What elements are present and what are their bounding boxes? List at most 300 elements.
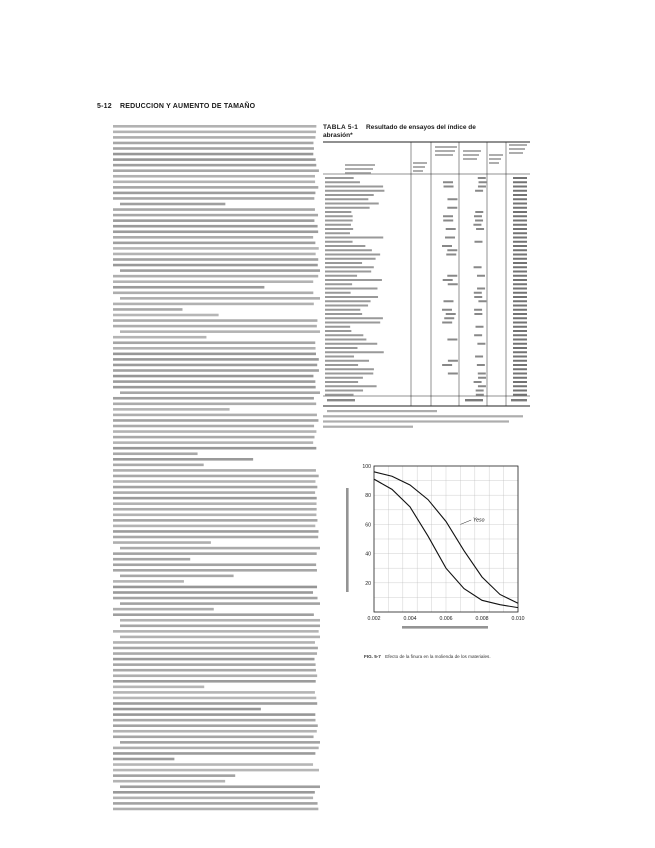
table-cell — [513, 360, 527, 362]
material-name — [325, 390, 363, 392]
table-cell — [478, 177, 486, 179]
table-cell — [513, 300, 527, 302]
total-cell — [465, 399, 483, 401]
table-cell — [513, 313, 527, 315]
material-name — [325, 313, 362, 315]
table-cell — [513, 373, 527, 375]
x-tick-label: 0.004 — [403, 616, 417, 622]
table-header-text — [489, 154, 503, 156]
table-cell — [445, 237, 455, 239]
table-cell — [478, 385, 486, 387]
table-cell — [513, 215, 527, 217]
material-name — [325, 292, 351, 294]
table-cell — [474, 309, 482, 311]
x-tick-label: 0.010 — [511, 616, 525, 622]
body-text-line — [113, 780, 225, 783]
body-text-line — [113, 169, 319, 172]
body-text-line — [113, 258, 318, 261]
body-text-line — [113, 558, 190, 561]
material-name — [325, 228, 353, 230]
body-text-column — [113, 124, 320, 816]
material-name — [325, 347, 357, 349]
footnote-line — [323, 420, 509, 422]
footnote-line — [323, 426, 413, 428]
body-text-line — [120, 297, 320, 300]
body-text-line — [120, 602, 320, 605]
material-name — [325, 181, 360, 183]
table-cell — [513, 203, 527, 205]
material-name — [325, 275, 357, 277]
body-text-line — [113, 591, 313, 594]
body-text-line — [113, 674, 317, 677]
body-text-line — [113, 608, 214, 611]
table-cell — [513, 330, 527, 332]
table-cell — [513, 364, 527, 366]
body-text-line — [113, 569, 317, 572]
table-title: Resultado de ensayos del índice de abrasión* — [323, 124, 476, 139]
material-name — [325, 394, 354, 396]
table-cell — [478, 373, 486, 375]
body-text-line — [113, 136, 315, 139]
table-cell — [513, 339, 527, 341]
table-cell — [475, 190, 483, 192]
body-text-line — [113, 192, 315, 195]
table-cell — [513, 232, 527, 234]
fineness-chart — [332, 442, 530, 644]
body-text-line — [113, 519, 317, 522]
table-cell — [444, 186, 454, 188]
table-cell — [513, 368, 527, 370]
x-tick-label: 0.006 — [439, 616, 453, 622]
body-text-line — [113, 181, 315, 184]
table-cell — [513, 390, 527, 392]
body-text-line — [113, 797, 313, 800]
body-text-line — [113, 774, 235, 777]
table-cell — [447, 339, 457, 341]
body-text-line — [113, 758, 174, 761]
body-text-line — [113, 452, 198, 455]
figure-caption-text: Efecto de la finura en la molienda de los materiales. — [385, 654, 491, 659]
table-cell — [477, 343, 485, 345]
material-name — [325, 364, 358, 366]
body-text-line — [113, 497, 317, 500]
body-text-line — [113, 325, 317, 328]
table-cell — [513, 283, 527, 285]
body-text-line — [113, 175, 315, 178]
body-text-line — [113, 541, 211, 544]
table-cell — [442, 245, 452, 247]
chapter-title: REDUCCION Y AUMENTO DE TAMAÑO — [119, 103, 256, 110]
table-cell — [447, 249, 457, 251]
table-cell — [443, 220, 453, 222]
body-text-line — [113, 264, 318, 267]
body-text-line — [113, 736, 314, 739]
material-name — [325, 211, 351, 213]
chart-svg — [332, 442, 530, 644]
material-name — [325, 360, 369, 362]
material-name — [325, 254, 380, 256]
material-name — [325, 194, 374, 196]
body-text-line — [113, 314, 219, 317]
table-cell — [474, 292, 482, 294]
material-name — [325, 305, 368, 307]
table-cell — [447, 198, 457, 200]
table-cell — [513, 186, 527, 188]
material-name — [325, 207, 370, 209]
body-text-line — [113, 669, 316, 672]
table-cell — [443, 300, 453, 302]
table-cell — [513, 266, 527, 268]
table-cell — [513, 381, 527, 383]
body-text-line — [113, 292, 313, 295]
body-text-line — [120, 625, 320, 628]
body-text-line — [113, 719, 315, 722]
body-text-line — [113, 358, 319, 361]
body-text-line — [113, 680, 316, 683]
material-name — [325, 266, 374, 268]
table-cell — [477, 275, 485, 277]
table-header-text — [435, 146, 457, 148]
table-cell — [513, 394, 527, 396]
table-cell — [513, 309, 527, 311]
table-cell — [474, 334, 482, 336]
body-text-line — [113, 425, 314, 428]
body-text-line — [120, 785, 320, 788]
body-text-lines — [113, 124, 320, 816]
table-cell — [513, 211, 527, 213]
table-cell — [446, 313, 456, 315]
body-text-line — [113, 713, 315, 716]
table-cell — [477, 288, 485, 290]
table-cell — [478, 186, 486, 188]
body-text-line — [113, 447, 316, 450]
figure-caption — [364, 654, 530, 660]
body-text-line — [113, 530, 319, 533]
x-tick-label: 0.002 — [367, 616, 381, 622]
body-text-line — [113, 336, 206, 339]
table-cell — [442, 364, 452, 366]
body-text-line — [113, 369, 319, 372]
material-name — [325, 203, 379, 205]
table-cell — [513, 334, 527, 336]
body-text-line — [113, 469, 316, 472]
body-text-line — [113, 586, 317, 589]
page-header — [97, 103, 255, 110]
material-name — [325, 381, 358, 383]
body-text-line — [113, 436, 315, 439]
y-tick-label: 60 — [365, 522, 371, 529]
body-text-line — [113, 286, 264, 289]
table-cell — [513, 305, 527, 307]
body-text-line — [120, 741, 320, 744]
body-text-line — [113, 275, 318, 278]
table-cell — [474, 313, 482, 315]
body-text-line — [113, 563, 316, 566]
footnote-line — [323, 415, 523, 417]
body-text-line — [113, 341, 315, 344]
x-tick-label: 0.008 — [475, 616, 489, 622]
table-cell — [446, 254, 456, 256]
table-cell — [478, 300, 486, 302]
body-text-line — [113, 419, 318, 422]
body-text-line — [113, 353, 316, 356]
body-text-line — [113, 430, 316, 433]
body-text-line — [113, 525, 315, 528]
body-text-line — [113, 663, 316, 666]
y-tick-label: 40 — [365, 551, 371, 558]
body-text-line — [113, 397, 314, 400]
material-name — [325, 237, 383, 239]
body-text-line — [113, 247, 319, 250]
table-cell — [513, 347, 527, 349]
table-cell — [443, 279, 453, 281]
body-text-line — [113, 308, 182, 311]
material-name — [325, 356, 354, 358]
body-text-line — [113, 225, 318, 228]
material-name — [325, 258, 376, 260]
total-label — [327, 399, 355, 401]
table-cell — [513, 288, 527, 290]
body-text-line — [113, 802, 318, 805]
body-text-line — [113, 480, 315, 483]
material-name — [325, 351, 384, 353]
table-grid — [323, 140, 530, 424]
body-text-line — [120, 330, 320, 333]
table-cell — [513, 245, 527, 247]
table-cell — [513, 177, 527, 179]
table-cell — [513, 271, 527, 273]
material-name — [325, 343, 377, 345]
table-header-text — [413, 170, 423, 172]
table-cell — [447, 207, 457, 209]
y-tick-label: 100 — [362, 464, 371, 470]
body-text-line — [113, 464, 204, 467]
body-text-line — [113, 242, 315, 245]
body-text-line — [113, 686, 204, 689]
table-cell — [513, 322, 527, 324]
footnote-line — [327, 410, 437, 412]
table-cell — [513, 275, 527, 277]
table-header-text — [413, 162, 427, 164]
body-text-line — [113, 536, 318, 539]
footnote-lines — [323, 408, 530, 432]
table-header-text — [489, 162, 499, 164]
body-text-line — [113, 486, 317, 489]
body-text-line — [113, 280, 313, 283]
table-cell — [443, 181, 453, 183]
table-header-text — [463, 150, 481, 152]
table-header-text — [489, 158, 501, 160]
material-name — [325, 300, 371, 302]
series-label-leader — [460, 520, 471, 524]
body-text-line — [113, 236, 313, 239]
body-text-line — [113, 791, 315, 794]
body-text-line — [113, 364, 317, 367]
table-cell — [475, 211, 483, 213]
table-cell — [513, 279, 527, 281]
table-cell — [442, 309, 452, 311]
body-text-line — [113, 552, 317, 555]
body-text-line — [113, 197, 314, 200]
table-cell — [513, 262, 527, 264]
table-footnotes — [323, 408, 530, 432]
body-text-line — [113, 153, 313, 156]
table-cell — [474, 296, 482, 298]
body-text-line — [113, 730, 317, 733]
material-name — [325, 377, 363, 379]
table-cell — [442, 322, 452, 324]
body-text-line — [113, 131, 316, 134]
body-text-line — [113, 414, 317, 417]
table-cell — [474, 215, 482, 217]
body-text-line — [113, 230, 318, 233]
table-cell — [513, 356, 527, 358]
table-cell — [446, 228, 456, 230]
table-cell — [513, 343, 527, 345]
body-text-line — [113, 441, 313, 444]
y-tick-label: 80 — [365, 493, 371, 500]
table-header-text — [509, 148, 525, 150]
body-text-line — [113, 253, 316, 256]
body-text-line — [113, 808, 318, 811]
table-cell — [474, 241, 482, 243]
body-text-line — [113, 508, 317, 511]
x-axis-label-bar — [402, 626, 488, 629]
table-cell — [474, 381, 482, 383]
table-header-text — [435, 154, 453, 156]
body-text-line — [113, 502, 317, 505]
material-name — [325, 334, 363, 336]
body-text-line — [113, 375, 313, 378]
body-text-line — [113, 214, 318, 217]
body-text-line — [113, 142, 313, 145]
table-cell — [513, 198, 527, 200]
body-text-line — [113, 514, 316, 517]
table-cell — [448, 360, 458, 362]
table-cell — [513, 207, 527, 209]
table-header-text — [435, 150, 455, 152]
material-name — [325, 186, 383, 188]
page-number: 5-12 — [97, 103, 112, 110]
body-text-line — [113, 708, 261, 711]
material-name — [325, 198, 368, 200]
table-cell — [473, 224, 481, 226]
table-caption — [323, 124, 503, 140]
table-cell — [474, 266, 482, 268]
table-cell — [476, 326, 484, 328]
material-name — [325, 241, 353, 243]
table-cell — [513, 254, 527, 256]
material-name — [325, 339, 366, 341]
body-text-line — [113, 697, 316, 700]
table-cell — [448, 283, 458, 285]
body-text-line — [113, 724, 318, 727]
table-header-text — [463, 154, 479, 156]
body-text-line — [113, 458, 253, 461]
table-cell — [513, 296, 527, 298]
table-cell — [513, 181, 527, 183]
material-name — [325, 322, 380, 324]
table-cell — [478, 377, 486, 379]
table-label: TABLA 5-1 — [323, 124, 359, 131]
table-cell — [513, 228, 527, 230]
material-name — [325, 215, 353, 217]
material-name — [325, 245, 365, 247]
material-name — [325, 220, 353, 222]
body-text-line — [120, 547, 320, 550]
table-header-text — [509, 152, 523, 154]
material-name — [325, 296, 378, 298]
table-cell — [513, 190, 527, 192]
table-cell — [513, 194, 527, 196]
body-text-line — [113, 186, 318, 189]
material-name — [325, 262, 362, 264]
body-text-line — [113, 652, 317, 655]
body-text-line — [113, 219, 314, 222]
body-text-line — [113, 641, 315, 644]
table-cell — [513, 385, 527, 387]
body-text-line — [113, 691, 315, 694]
body-text-line — [113, 747, 319, 750]
table-cell — [513, 241, 527, 243]
body-text-line — [120, 269, 320, 272]
material-name — [325, 330, 351, 332]
material-name — [325, 232, 350, 234]
material-name — [325, 288, 377, 290]
table-cell — [513, 292, 527, 294]
y-axis-label-bar — [346, 488, 349, 592]
table-cell — [475, 356, 483, 358]
table-cell — [444, 317, 454, 319]
body-text-line — [120, 575, 234, 578]
table-cell — [513, 258, 527, 260]
table-cell — [513, 249, 527, 251]
table-cell — [477, 364, 485, 366]
body-text-line — [120, 619, 320, 622]
body-text-line — [113, 658, 315, 661]
body-text-line — [113, 125, 316, 128]
body-text-line — [113, 630, 319, 633]
body-text-line — [113, 475, 319, 478]
body-text-line — [113, 147, 314, 150]
body-text-line — [113, 347, 316, 350]
material-name — [325, 224, 351, 226]
material-name — [325, 190, 384, 192]
table-cell — [513, 351, 527, 353]
material-name — [325, 326, 350, 328]
material-name — [325, 373, 373, 375]
body-text-line — [113, 164, 316, 167]
table-cell — [443, 215, 453, 217]
body-text-line — [113, 403, 316, 406]
y-tick-label: 20 — [365, 580, 371, 587]
table-cell — [513, 326, 527, 328]
abrasion-index-table — [323, 140, 530, 424]
table-cell — [479, 181, 487, 183]
material-name — [325, 368, 374, 370]
material-name — [325, 309, 360, 311]
table-cell — [513, 224, 527, 226]
body-text-line — [113, 208, 315, 211]
table-header-text — [345, 172, 371, 174]
material-name — [325, 283, 352, 285]
table-header-text — [509, 144, 527, 146]
body-text-line — [113, 158, 316, 161]
body-text-line — [113, 386, 316, 389]
table-cell — [447, 275, 457, 277]
body-text-line — [113, 380, 315, 383]
figure-label: FIG. 5-7 — [364, 654, 381, 659]
